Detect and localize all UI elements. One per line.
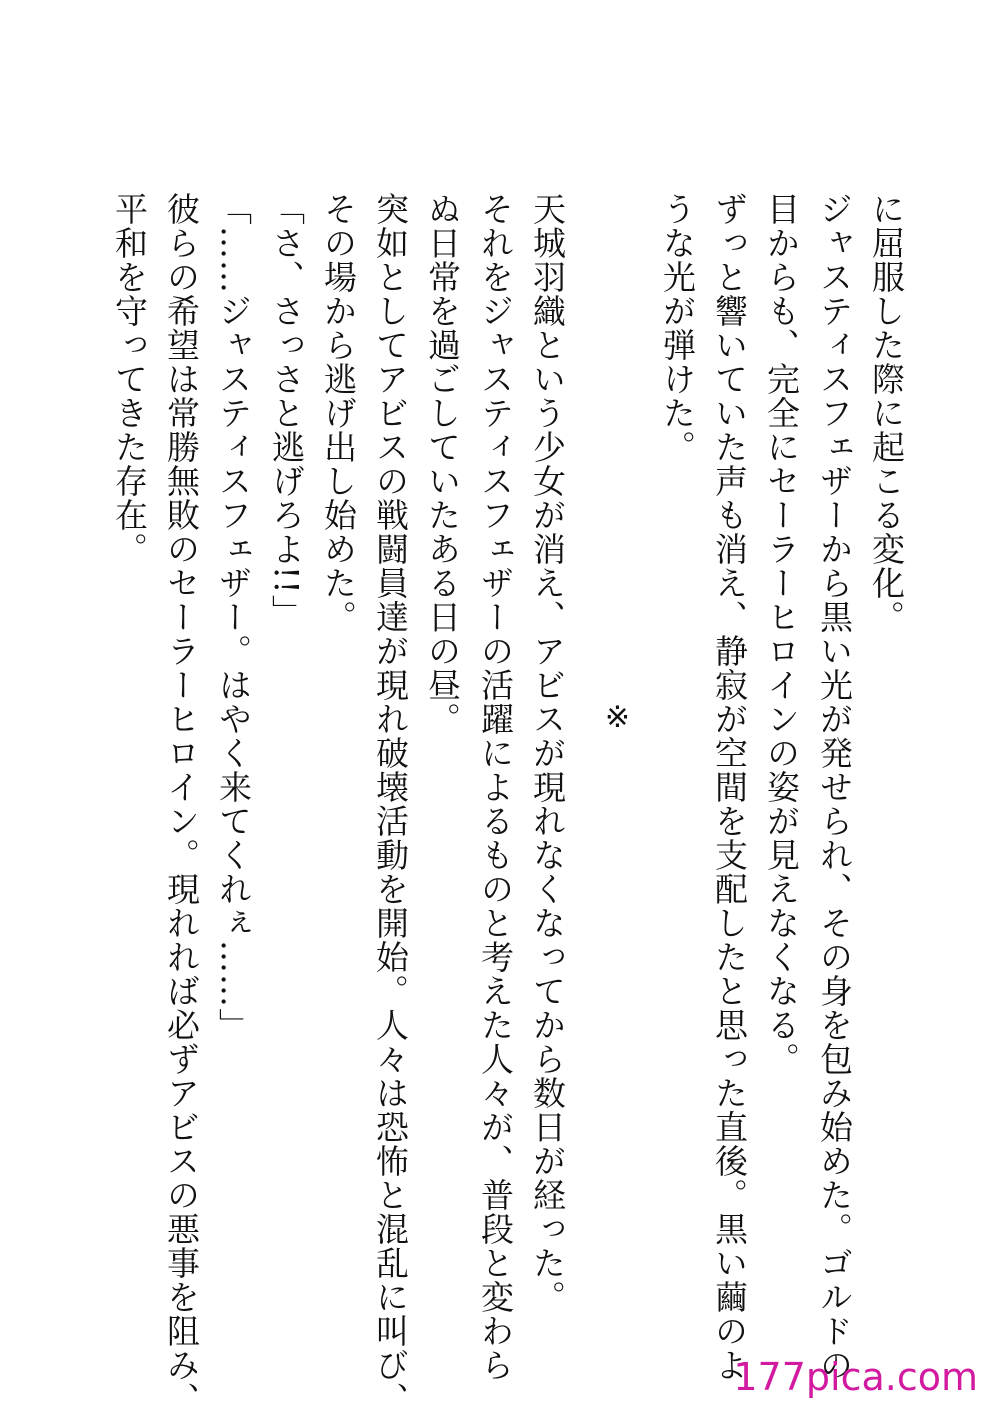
text-column-1: に屈服した際に起こる変化。 (867, 192, 906, 634)
text-column-12: 「……ジャスティスフェザー。はやく来てくれぇ……」 (214, 192, 253, 1042)
text-column-14: 平和を守ってきた存在。 (110, 192, 149, 566)
text-column-4: ずっと響いていた声も消え、静寂が空間を支配したと思った直後。黒い繭のよ (710, 192, 749, 1382)
text-column-5: うな光が弾けた。 (658, 192, 697, 464)
watermark-text: 177pica.com (733, 1355, 978, 1399)
text-column-3: 目からも、完全にセーラーヒロインの姿が見えなくなる。 (762, 192, 801, 1076)
text-column-9: 突如としてアビスの戦闘員達が現れ破壊活動を開始。人々は恐怖と混乱に叫び、 (371, 192, 410, 1416)
text-column-6: 天城羽織という少女が消え、アビスが現れなくなってから数日が経った。 (528, 192, 567, 1314)
text-column-13: 彼らの希望は常勝無敗のセーラーヒロイン。現れれば必ずアビスの悪事を阻み、 (162, 192, 201, 1416)
text-column-11: 「さ、さっさと逃げろよ!!」 (267, 192, 306, 629)
text-column-8: ぬ日常を過ごしていたある日の昼。 (423, 192, 462, 736)
section-separator: ※ (600, 700, 635, 735)
text-column-2: ジャスティスフェザーから黒い光が発せられ、その身を包み始めた。ゴルドの (815, 192, 854, 1382)
text-column-10: その場から逃げ出し始めた。 (319, 192, 358, 634)
text-column-7: それをジャスティスフェザーの活躍によるものと考えた人々が、普段と変わら (476, 192, 515, 1382)
